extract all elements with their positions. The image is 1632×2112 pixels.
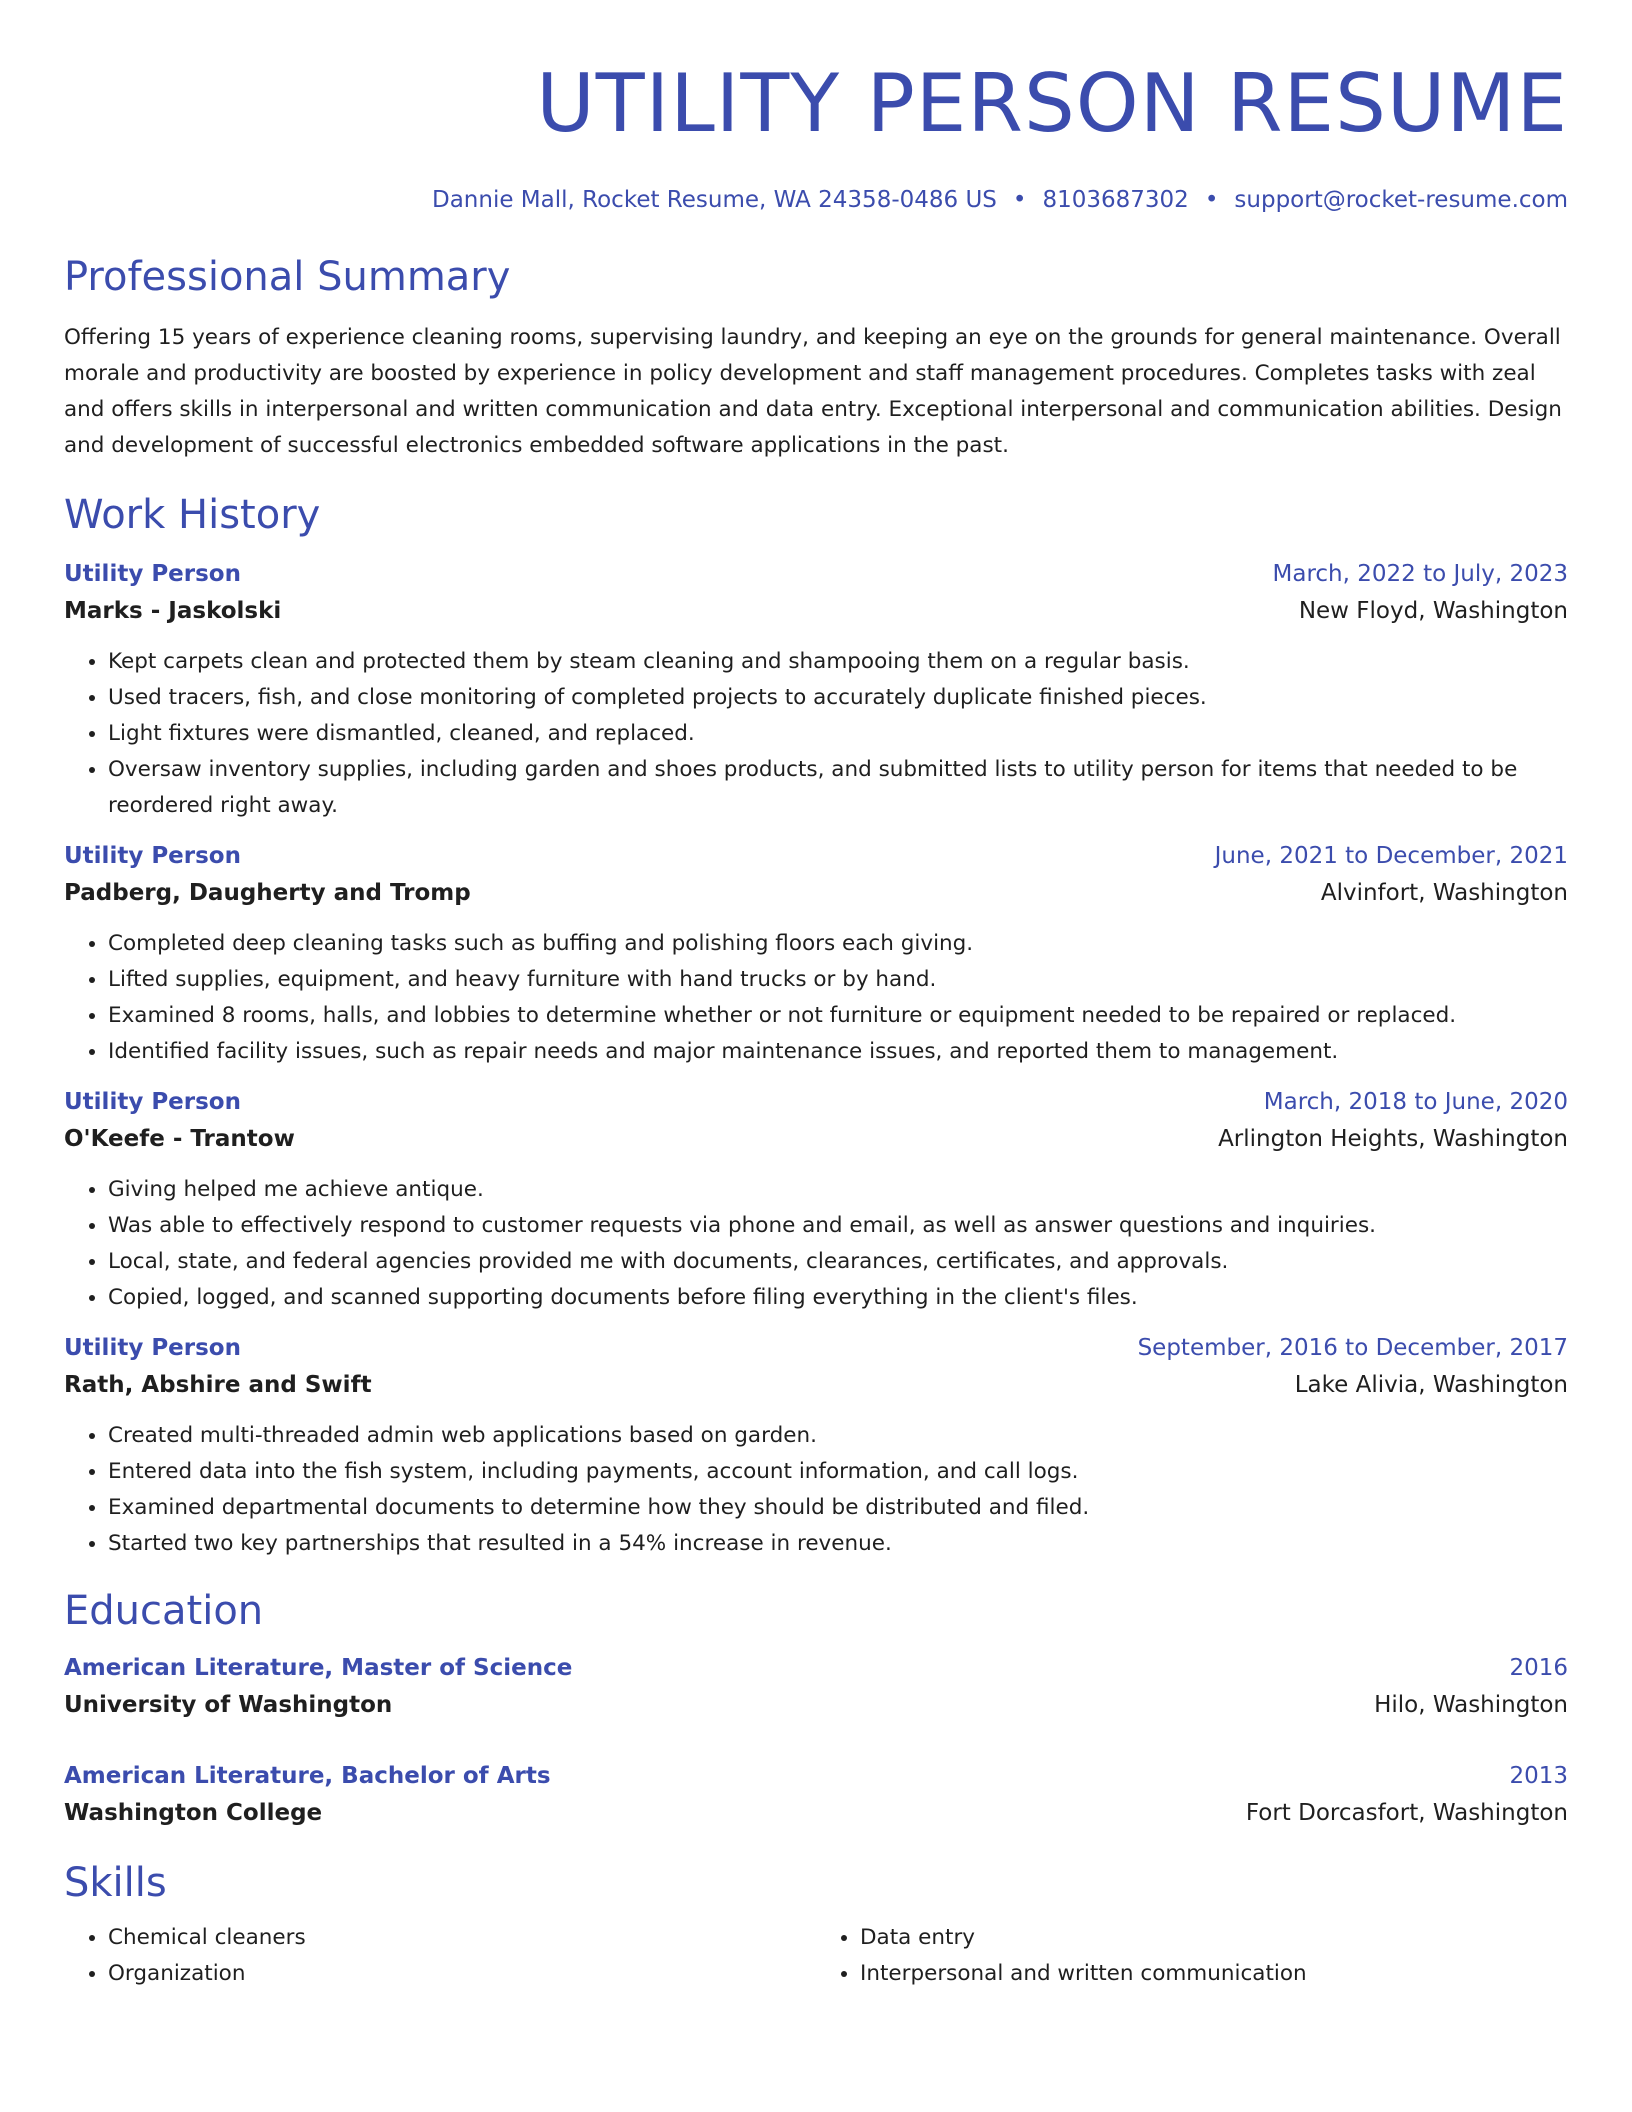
- graduation-year: 2016: [1509, 1655, 1568, 1681]
- contact-separator: •: [1012, 187, 1027, 213]
- list-item: • Oversaw inventory supplies, including garden and shoes products, and submitted lists to utility person for items that needed to be reordered right away.: [108, 752, 1568, 824]
- list-item: • Used tracers, fish, and close monitoring of completed projects to accurately duplicate finished pieces.: [108, 680, 1568, 716]
- school-name: Washington College: [64, 1800, 323, 1826]
- skills-column-right: [816, 1920, 1568, 1992]
- job-entry: [64, 1084, 1568, 1316]
- skills-column-left: [64, 1920, 816, 1992]
- skill-item: • Organization: [108, 1956, 816, 1992]
- job-company: O'Keefe - Trantow: [64, 1126, 295, 1152]
- list-item: • Examined departmental documents to determine how they should be distributed and filed.: [108, 1490, 1568, 1526]
- job-company: Marks - Jaskolski: [64, 598, 282, 624]
- job-bullets: [64, 1172, 1568, 1316]
- job-bullets: [64, 644, 1568, 824]
- contact-email: support@rocket-resume.com: [1234, 187, 1568, 213]
- degree-title: American Literature, Bachelor of Arts: [64, 1763, 551, 1789]
- school-location: Hilo, Washington: [1374, 1692, 1568, 1718]
- job-role: Utility Person: [64, 1335, 241, 1361]
- job-bullets: [64, 926, 1568, 1070]
- school-location: Fort Dorcasfort, Washington: [1245, 1800, 1568, 1826]
- list-item: • Examined 8 rooms, halls, and lobbies to determine whether or not furniture or equipment needed to be repaired or replaced.: [108, 998, 1568, 1034]
- list-item: • Entered data into the fish system, including payments, account information, and call logs.: [108, 1454, 1568, 1490]
- list-item: • Started two key partnerships that resulted in a 54% increase in revenue.: [108, 1526, 1568, 1562]
- skills-section: [64, 1858, 1568, 1992]
- education-heading: Education: [64, 1588, 264, 1634]
- job-bullets: [64, 1418, 1568, 1562]
- contact-separator: •: [1204, 187, 1219, 213]
- job-dates: March, 2022 to July, 2023: [1272, 561, 1568, 587]
- work-history-section: [64, 490, 1568, 1562]
- summary-section: [64, 252, 1568, 464]
- education-entry: [64, 1758, 1568, 1832]
- list-item: • Completed deep cleaning tasks such as buffing and polishing floors each giving.: [108, 926, 1568, 962]
- job-entry: [64, 838, 1568, 1070]
- job-role: Utility Person: [64, 843, 241, 869]
- job-company: Padberg, Daugherty and Tromp: [64, 880, 471, 906]
- summary-heading: Professional Summary: [64, 254, 511, 300]
- skill-item: • Interpersonal and written communication: [860, 1956, 1568, 1992]
- list-item: • Local, state, and federal agencies provided me with documents, clearances, certificates, and approvals.: [108, 1244, 1568, 1280]
- skill-item: • Data entry: [860, 1920, 1568, 1956]
- list-item: • Light fixtures were dismantled, cleaned, and replaced.: [108, 716, 1568, 752]
- skills-heading: Skills: [64, 1860, 167, 1906]
- skills-grid: [64, 1920, 1568, 1992]
- job-entry: [64, 556, 1568, 824]
- job-location: Lake Alivia, Washington: [1294, 1372, 1568, 1398]
- list-item: • Was able to effectively respond to customer requests via phone and email, as well as answer questions and inquiries.: [108, 1208, 1568, 1244]
- education-section: [64, 1586, 1568, 1832]
- job-role: Utility Person: [64, 1089, 241, 1115]
- job-dates: March, 2018 to June, 2020: [1263, 1089, 1568, 1115]
- list-item: • Lifted supplies, equipment, and heavy furniture with hand trucks or by hand.: [108, 962, 1568, 998]
- contact-line: [64, 184, 1568, 216]
- list-item: • Created multi-threaded admin web applications based on garden.: [108, 1418, 1568, 1454]
- summary-text: Offering 15 years of experience cleaning rooms, supervising laundry, and keeping an eye on the grounds for general maintenance. Overall morale and productivity are boosted by experience in policy development and staff management procedures. Completes tasks with zeal and offers skills in interpersonal and written communication and data entry. Exceptional interpersonal and communication abilities. Design and development of successful electronics embedded software applications in the past.: [64, 325, 1562, 458]
- job-dates: June, 2021 to December, 2021: [1214, 843, 1568, 869]
- job-entry: [64, 1330, 1568, 1562]
- list-item: • Giving helped me achieve antique.: [108, 1172, 1568, 1208]
- list-item: • Kept carpets clean and protected them by steam cleaning and shampooing them on a regular basis.: [108, 644, 1568, 680]
- job-company: Rath, Abshire and Swift: [64, 1372, 372, 1398]
- skill-item: • Chemical cleaners: [108, 1920, 816, 1956]
- degree-title: American Literature, Master of Science: [64, 1655, 573, 1681]
- job-location: Alvinfort, Washington: [1320, 880, 1568, 906]
- graduation-year: 2013: [1509, 1763, 1568, 1789]
- contact-phone: 8103687302: [1042, 187, 1189, 213]
- education-entry: [64, 1650, 1568, 1724]
- list-item: • Copied, logged, and scanned supporting documents before filing everything in the client's files.: [108, 1280, 1568, 1316]
- resume-page: [64, 0, 1568, 1992]
- contact-address: Dannie Mall, Rocket Resume, WA 24358-0486 US: [432, 187, 997, 213]
- job-dates: September, 2016 to December, 2017: [1137, 1335, 1568, 1361]
- job-location: Arlington Heights, Washington: [1218, 1126, 1568, 1152]
- school-name: University of Washington: [64, 1692, 393, 1718]
- job-location: New Floyd, Washington: [1298, 598, 1568, 624]
- resume-title: UTILITY PERSON RESUME: [536, 57, 1568, 150]
- list-item: • Identified facility issues, such as repair needs and major maintenance issues, and reported them to management.: [108, 1034, 1568, 1070]
- work-history-heading: Work History: [64, 492, 321, 538]
- job-role: Utility Person: [64, 561, 241, 587]
